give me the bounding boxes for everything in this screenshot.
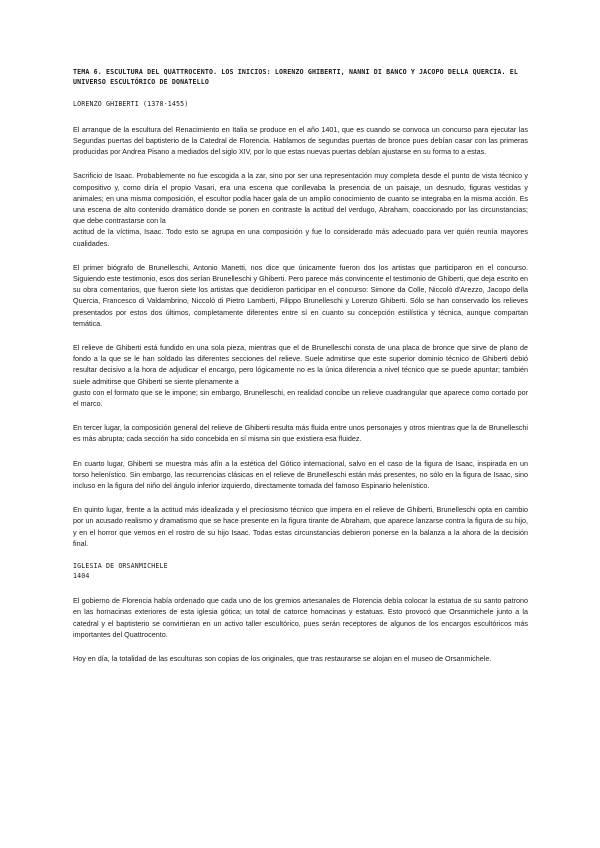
paragraph-cuarto-lugar: En cuarto lugar, Ghiberti se muestra más afín a la estética del Gótico internacional, salvo en el caso de la figura de Isaac, inspirada en un torso helenístico. Sin embargo, las recurrencias clásicas en el relieve de Brunelleschi están más presentes, no sólo en la figura de Isaac, sino incluso en la figura del niño del ángulo inferior izquierdo, directamente tomada del famoso Espinario helenístico.: [73, 458, 528, 491]
paragraph-relieve-cont: gusto con el formato que se le impone; sin embargo, Brunelleschi, en realidad concibe un relieve cuadrangular que aparece como cortado por el marco.: [73, 387, 528, 409]
document-page: [73, 68, 528, 677]
paragraph-manetti: El primer biógrafo de Brunelleschi, Antonio Manetti, nos dice que únicamente fueron dos los artistas que participaron en el concurso. Siguiendo este testimonio, esos dos serían Brunelleschi y Ghiberti. Pero parece más convincente el testimonio de Ghiberti, que deja escrito en su obra comentarios, que fueron siete los artistas que decidieron participar en el concurso: Simone da Colle, Niccolò d'Arezzo, Jacopo della Quercia, Francesco di Valdambrino, Niccolò di Pietro Lamberti, Filippo Brunelleschi y Lorenzo Ghiberti. Sólo se han conservado los relieves presentados por estos dos últimos, completamente diferentes entre sí en cuanto su concepción estilística y técnica, aunque compartan temática.: [73, 262, 528, 328]
paragraph-relieve: El relieve de Ghiberti está fundido en una sola pieza, mientras que el de Brunelleschi consta de una placa de bronce que sirve de plano de fondo a la que se le han soldado las diferentes secciones del relieve. Suele admitirse que este superior dominio técnico de Ghiberti debió resultar decisivo a la hora de adjudicar el encargo, pero lógicamente no es la única diferencia a nivel técnico que se puede apuntar; también suele admitirse que Ghiberti se siente plenamente a: [73, 343, 528, 386]
section-heading-ghiberti: LORENZO GHIBERTI (1378-1455): [73, 100, 189, 109]
paragraph-sacrificio: Sacrificio de Isaac. Probablemente no fue escogida a la zar, sino por ser una representación muy completa desde el punto de vista técnico y compositivo y, como diría el propio Vasari, era una escena que conllevaba la presencia de un paisaje, un desnudo, figuras vestidas y animales; en una misma composición, el escultor podía hacer gala de un amplio conocimiento de cuanto se integraba en la misma acción. Es una escena de alto contenido dramático donde se ponen en contraste la actitud del verdugo, Abraham, coaccionado por las circunstancias; que debe contrastarse con la: [73, 171, 528, 226]
paragraph-tercer-lugar: En tercer lugar, la composición general del relieve de Ghiberti resulta más fluida entre unos personajes y otros mientras que la de Brunelleschi es más abrupta; cada sección ha sido concebida en sí misma sin que existiera esa fluidez.: [73, 423, 528, 444]
paragraph-intro: El arranque de la escultura del Renacimiento en Italia se produce en el año 1401, que es cuando se convoca un concurso para ejecutar las Segundas puertas del baptisterio de la Catedral de Florencia. Hablamos de segundas puertas de bronce pues debían casar con las primeras producidas por Andrea Pisano a mediados del siglo XIV, por lo que estas nuevas puertas debían ajustarse en su forma to a estas.: [73, 124, 528, 157]
section-year: 1404: [73, 571, 90, 580]
paragraph-hoy: Hoy en día, la totalidad de las esculturas son copias de los originales, que tras restaurarse se alojan en el museo de Orsanmichele.: [73, 654, 492, 664]
paragraph-sacrificio-cont: actitud de la víctima, Isaac. Todo esto se agrupa en una composición y fue lo considerado más adecuado para ver quién reunía mayores cualidades.: [73, 227, 528, 248]
section-heading-orsanmichele: IGLESIA DE ORSANMICHELE: [73, 562, 168, 571]
document-title: TEMA 6. ESCULTURA DEL QUATTROCENTO. LOS INICIOS: LORENZO GHIBERTI, NANNI DI BANCO Y JACOPO DELLA QUERCIA. EL UNIVERSO ESCULTÓRICO DE DONATELLO: [73, 68, 518, 86]
paragraph-gobierno: El gobierno de Florencia había ordenado que cada uno de los gremios artesanales de Florencia debía colocar la estatua de su santo patrono en las hornacinas exteriores de esta iglesia gótica; un total de catorce hornacinas y estatuas. Esto provocó que Orsanmichele junto a la catedral y el baptisterio se convirtieran en un activo taller escultórico, pues serán receptores de algunos de los encargos escultóricos más importantes del Quattrocento.: [73, 596, 528, 639]
paragraph-quinto-lugar: En quinto lugar, frente a la actitud más idealizada y el preciosismo técnico que impera en el relieve de Ghiberti, Brunelleschi opta en cambio por un acusado realismo y dramatismo que se hace presente en la figura tirante de Abraham, que aparece lanzarse contra la figura de su hijo, y en el horror que vemos en el rostro de su hijo Isaac. Todas estas circunstancias debieron ponerse en la balanza a la ahora de la decisión final.: [73, 505, 528, 548]
